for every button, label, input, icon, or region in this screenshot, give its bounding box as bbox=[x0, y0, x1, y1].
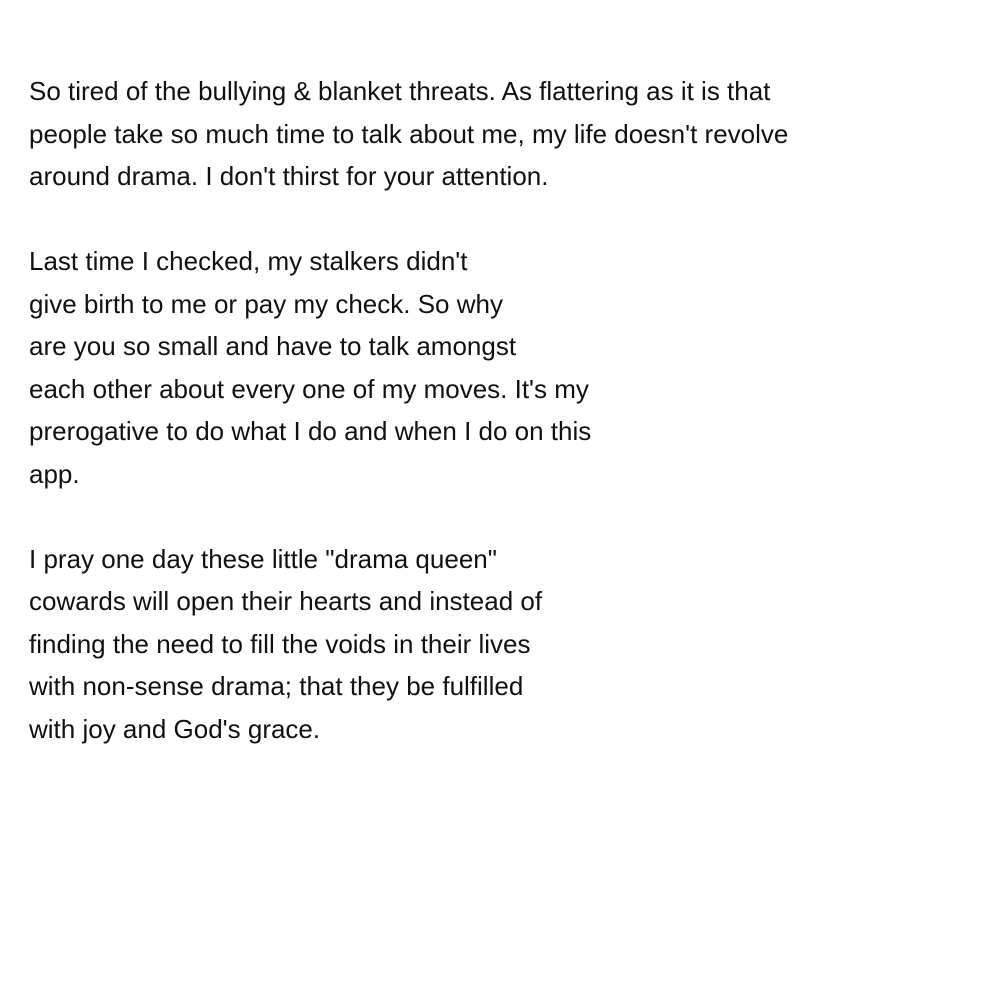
text-line: are you so small and have to talk amongst bbox=[29, 331, 517, 361]
text-line: each other about every one of my moves. It's my bbox=[29, 373, 589, 404]
text-line: cowards will open their hearts and instead of bbox=[29, 586, 543, 616]
paragraph-2 bbox=[29, 240, 989, 495]
text-line: with joy and God's grace. bbox=[29, 713, 321, 744]
paragraph-spacer bbox=[29, 495, 989, 538]
text-line: Last time I checked, my stalkers didn't bbox=[29, 246, 468, 276]
text-line: app. bbox=[29, 458, 80, 489]
text-line: prerogative to do what I do and when I do on this bbox=[29, 416, 592, 446]
text-line: with non-sense drama; that they be fulfilled bbox=[29, 671, 524, 701]
text-line: people take so much time to talk about me, my life doesn't revolve bbox=[29, 118, 789, 149]
paragraph-spacer bbox=[29, 198, 989, 241]
text-line: around drama. I don't thirst for your attention. bbox=[29, 161, 549, 191]
text-line: give birth to me or pay my check. So why bbox=[29, 288, 503, 319]
text-line: I pray one day these little "drama queen" bbox=[29, 543, 497, 574]
paragraph-1 bbox=[29, 70, 989, 198]
post-text bbox=[29, 70, 989, 750]
text-line: finding the need to fill the voids in their lives bbox=[29, 628, 531, 659]
paragraph-3 bbox=[29, 538, 989, 751]
text-line: So tired of the bullying & blanket threats. As flattering as it is that bbox=[29, 76, 771, 106]
